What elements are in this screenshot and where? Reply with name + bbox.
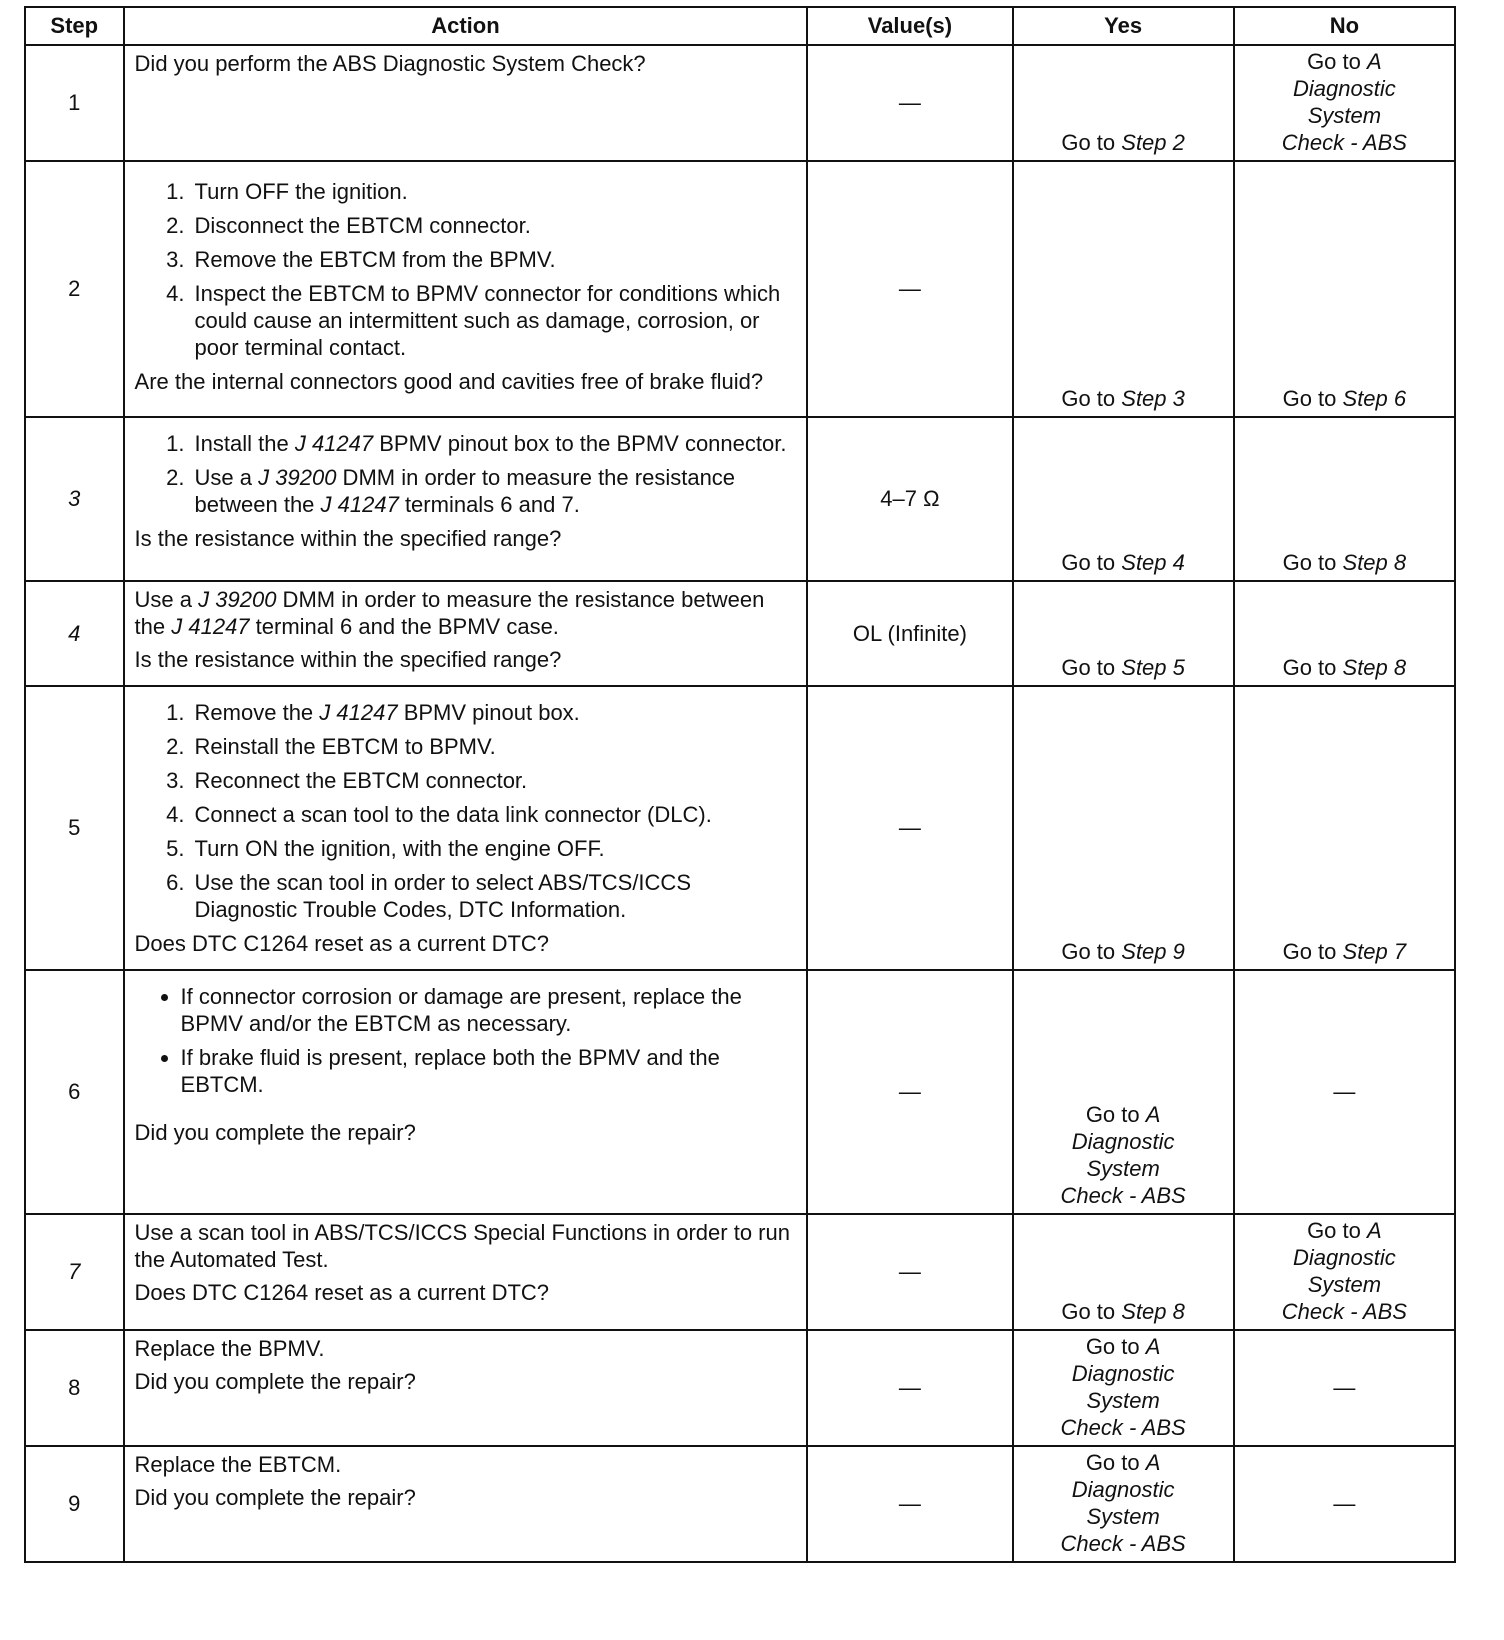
no-link[interactable]: Step 8	[1342, 550, 1407, 575]
value-cell: —	[807, 970, 1012, 1214]
yes-link[interactable]: Diagnostic	[1071, 1361, 1175, 1386]
text-part: Install the	[194, 431, 295, 456]
yes-cell[interactable]	[1013, 970, 1234, 1214]
no-cell: —	[1234, 1446, 1455, 1562]
yes-link[interactable]: Step 5	[1121, 655, 1185, 680]
action-question: Did you complete the repair?	[134, 1485, 416, 1510]
header-no: No	[1234, 7, 1455, 45]
no-link[interactable]: Check - ABS	[1281, 1299, 1407, 1324]
yes-line: Go to	[1085, 1102, 1146, 1127]
text-part: BPMV pinout box to the BPMV connector.	[373, 431, 787, 456]
table-row	[25, 686, 1455, 970]
yes-link[interactable]: Diagnostic	[1071, 1477, 1175, 1502]
no-line: Go to	[1307, 49, 1367, 74]
action-text	[135, 586, 797, 640]
table-row	[25, 417, 1455, 581]
no-prefix: Go to	[1282, 386, 1343, 411]
table-row	[25, 45, 1455, 161]
no-link[interactable]: Step 7	[1342, 939, 1407, 964]
action-cell	[124, 45, 808, 161]
yes-link[interactable]: Step 4	[1121, 550, 1185, 575]
no-prefix: Go to	[1282, 550, 1343, 575]
yes-cell[interactable]	[1013, 417, 1234, 581]
action-question: Is the resistance within the specified range?	[134, 647, 562, 672]
step-number: 2	[25, 161, 124, 417]
action-steps-list	[135, 699, 797, 923]
list-item: 1. Turn OFF the ignition.	[191, 178, 797, 205]
action-cell	[124, 1330, 808, 1446]
header-step: Step	[25, 7, 124, 45]
yes-prefix: Go to	[1061, 550, 1122, 575]
text-part: Use a	[134, 587, 199, 612]
yes-prefix: Go to	[1061, 655, 1122, 680]
yes-link[interactable]: Step 8	[1121, 1299, 1185, 1324]
no-link[interactable]: A	[1366, 49, 1382, 74]
header-values: Value(s)	[807, 7, 1012, 45]
no-link[interactable]: System	[1307, 1272, 1382, 1297]
text-part: DMM in order to measure the resistance between the	[134, 587, 765, 639]
list-item: 6. Use the scan tool in order to select ABS/TCS/ICCS Diagnostic Trouble Codes, DTC Information.	[191, 869, 797, 923]
no-line: Go to	[1307, 1218, 1367, 1243]
tool-name: J 41247	[319, 700, 398, 725]
action-steps-list	[135, 178, 797, 361]
yes-link[interactable]: A	[1145, 1450, 1161, 1475]
no-prefix: Go to	[1282, 655, 1343, 680]
action-cell	[124, 686, 808, 970]
diagnostic-table	[24, 6, 1456, 1563]
no-link[interactable]: Step 8	[1342, 655, 1407, 680]
yes-prefix: Go to	[1061, 386, 1122, 411]
no-link[interactable]: Step 6	[1342, 386, 1407, 411]
action-text: Use a scan tool in ABS/TCS/ICCS Special Functions in order to run the Automated Test.	[134, 1220, 790, 1272]
action-cell	[124, 417, 808, 581]
no-cell[interactable]	[1234, 45, 1455, 161]
diagnostic-table-wrapper	[24, 6, 1456, 1563]
yes-link[interactable]: Diagnostic	[1071, 1129, 1175, 1154]
no-link[interactable]: Check - ABS	[1281, 130, 1407, 155]
yes-line: Go to	[1085, 1450, 1146, 1475]
action-question: Did you complete the repair?	[134, 1369, 416, 1394]
yes-link[interactable]: Step 2	[1121, 130, 1185, 155]
step-number: 9	[25, 1446, 124, 1562]
value-cell: —	[807, 686, 1012, 970]
table-header-row	[25, 7, 1455, 45]
list-item: 3. Remove the EBTCM from the BPMV.	[191, 246, 797, 273]
table-row	[25, 1330, 1455, 1446]
no-cell[interactable]	[1234, 161, 1455, 417]
list-item: 4. Connect a scan tool to the data link connector (DLC).	[191, 801, 797, 828]
yes-cell[interactable]	[1013, 581, 1234, 686]
step-number: 1	[25, 45, 124, 161]
no-cell[interactable]	[1234, 1214, 1455, 1330]
table-row	[25, 970, 1455, 1214]
yes-cell[interactable]	[1013, 1214, 1234, 1330]
value-cell: —	[807, 1330, 1012, 1446]
value-cell: —	[807, 1214, 1012, 1330]
action-cell	[124, 1214, 808, 1330]
text-part: DMM in order to measure the resistance between the	[194, 465, 736, 517]
yes-cell[interactable]	[1013, 161, 1234, 417]
action-question: Did you perform the ABS Diagnostic System Check?	[134, 51, 646, 76]
table-row	[25, 1214, 1455, 1330]
text-part: BPMV pinout box.	[397, 700, 580, 725]
no-cell: —	[1234, 970, 1455, 1214]
no-link[interactable]: Diagnostic	[1293, 1245, 1396, 1270]
action-cell	[124, 581, 808, 686]
table-row	[25, 581, 1455, 686]
list-item	[191, 464, 797, 518]
action-cell	[124, 161, 808, 417]
tool-name: J 41247	[294, 431, 374, 456]
text-part: terminals 6 and 7.	[398, 492, 580, 517]
table-row	[25, 1446, 1455, 1562]
list-item: 5. Turn ON the ignition, with the engine OFF.	[191, 835, 797, 862]
yes-link[interactable]: System	[1086, 1388, 1160, 1413]
list-item	[191, 430, 797, 457]
tool-name: J 39200	[258, 465, 337, 490]
yes-link[interactable]: Check - ABS	[1060, 1415, 1186, 1440]
value-cell: —	[807, 161, 1012, 417]
yes-link[interactable]: A	[1145, 1334, 1161, 1359]
yes-prefix: Go to	[1061, 130, 1122, 155]
list-item: 3. Reconnect the EBTCM connector.	[191, 767, 797, 794]
yes-line: Go to	[1085, 1334, 1146, 1359]
action-text: Replace the BPMV.	[134, 1336, 325, 1361]
step-number: 6	[25, 970, 124, 1214]
list-item: 2. Reinstall the EBTCM to BPMV.	[191, 733, 797, 760]
yes-link[interactable]: System	[1086, 1156, 1160, 1181]
step-number: 8	[25, 1330, 124, 1446]
action-question: Is the resistance within the specified range?	[134, 526, 562, 551]
no-link[interactable]: A	[1366, 1218, 1382, 1243]
action-cell	[124, 1446, 808, 1562]
list-item: • If connector corrosion or damage are present, replace the BPMV and/or the EBTCM as necessary.	[181, 983, 797, 1037]
list-item: 2. Disconnect the EBTCM connector.	[191, 212, 797, 239]
value-cell: —	[807, 45, 1012, 161]
no-cell[interactable]	[1234, 581, 1455, 686]
list-item: 4. Inspect the EBTCM to BPMV connector for conditions which could cause an intermittent such as damage, corrosion, or poor terminal contact.	[191, 280, 797, 361]
action-steps-list	[135, 430, 797, 518]
yes-link[interactable]: System	[1086, 1504, 1160, 1529]
step-number: 3	[25, 417, 124, 581]
yes-cell[interactable]	[1013, 1330, 1234, 1446]
text-part: terminal 6 and the BPMV case.	[249, 614, 559, 639]
no-prefix: Go to	[1282, 939, 1343, 964]
tool-name: J 41247	[171, 614, 250, 639]
tool-name: J 41247	[320, 492, 399, 517]
yes-link[interactable]: Check - ABS	[1060, 1531, 1186, 1556]
yes-cell[interactable]	[1013, 686, 1234, 970]
yes-prefix: Go to	[1061, 939, 1122, 964]
yes-link[interactable]: Step 3	[1121, 386, 1185, 411]
yes-link[interactable]: Check - ABS	[1060, 1183, 1186, 1208]
no-cell[interactable]	[1234, 686, 1455, 970]
no-link[interactable]: Diagnostic	[1293, 76, 1396, 101]
action-cell	[124, 970, 808, 1214]
list-item	[191, 699, 797, 726]
step-number: 7	[25, 1214, 124, 1330]
step-number: 5	[25, 686, 124, 970]
yes-link[interactable]: Step 9	[1121, 939, 1185, 964]
header-yes: Yes	[1013, 7, 1234, 45]
action-question: Are the internal connectors good and cavities free of brake fluid?	[134, 369, 764, 394]
value-cell: OL (Infinite)	[807, 581, 1012, 686]
table-row	[25, 161, 1455, 417]
action-question: Does DTC C1264 reset as a current DTC?	[134, 1280, 550, 1305]
text-part: Remove the	[194, 700, 320, 725]
action-text: Replace the EBTCM.	[134, 1452, 342, 1477]
value-cell: 4–7 Ω	[807, 417, 1012, 581]
action-question: Did you complete the repair?	[134, 1120, 416, 1145]
yes-link[interactable]: A	[1145, 1102, 1161, 1127]
no-link[interactable]: System	[1307, 103, 1382, 128]
header-action: Action	[124, 7, 808, 45]
yes-cell[interactable]	[1013, 45, 1234, 161]
value-cell: —	[807, 1446, 1012, 1562]
tool-name: J 39200	[198, 587, 277, 612]
list-item: • If brake fluid is present, replace both the BPMV and the EBTCM.	[181, 1044, 797, 1098]
no-cell: —	[1234, 1330, 1455, 1446]
yes-prefix: Go to	[1061, 1299, 1122, 1324]
text-part: Use a	[194, 465, 259, 490]
yes-cell[interactable]	[1013, 1446, 1234, 1562]
action-question: Does DTC C1264 reset as a current DTC?	[134, 931, 550, 956]
step-number: 4	[25, 581, 124, 686]
no-cell[interactable]	[1234, 417, 1455, 581]
action-bullets-list	[135, 983, 797, 1098]
